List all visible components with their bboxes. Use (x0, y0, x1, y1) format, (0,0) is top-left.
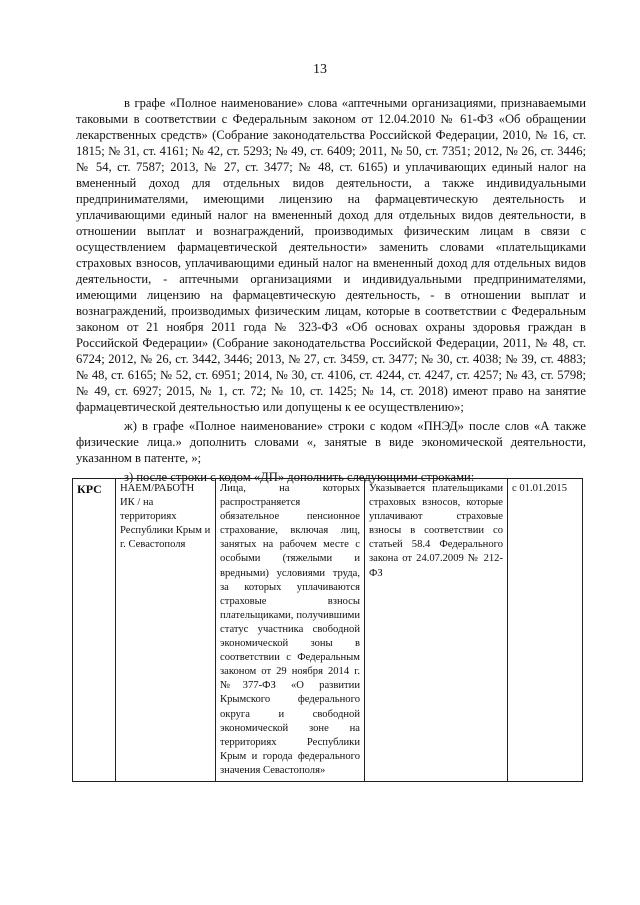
paragraph-3: з) после строки с кодом «ДП» дополнить следующими строками: (124, 470, 475, 484)
page-number: 13 (313, 62, 327, 77)
description-cell: Лица, на которых распространяется обязательное пенсионное страхование, включая лиц, занятых на рабочем месте с особыми (тяжелыми и вредными) условиями труда, за которых уплачиваются страховые взносы плательщиками, получившими статус участника свободной экономической зоны в соответствии с Федеральным законом от 29 ноября 2014 г. №377-ФЗ «О развитии Крымского федерального округа и свободной экономической зоне на территориях Республики Крым и города федерального значения Севастополя» (216, 479, 365, 782)
code-cell: КРС (73, 479, 116, 782)
note-cell: Указывается плательщиками страховых взносов, которые уплачивают страховые взносы в соответствии со статьей 58.4 Федерального закона от 24.07.2009 № 212-ФЗ (365, 479, 508, 782)
date-cell: с 01.01.2015 (508, 479, 583, 782)
name-cell: НАЕМ/РАБОТН ИК / на территориях Республики Крым и г. Севастополя (116, 479, 216, 782)
document-body (76, 95, 586, 485)
codes-table (72, 478, 583, 782)
paragraph-2: ж) в графе «Полное наименование» строки с кодом «ПНЭД» после слов «А также физические лица.» дополнить словами «, занятые в виде экономической деятельности, указанном в патенте, »; (76, 419, 586, 465)
table-row (73, 479, 583, 782)
paragraph-1: в графе «Полное наименование» слова «аптечными организациями, признаваемыми таковыми в соответствии с Федеральным законом от 12.04.2010 № 61-ФЗ «Об обращении лекарственных средств» (Собрание законодательства Российской Федерации, 2010, № 16, ст. 1815; № 31, ст. 4161; № 42, ст. 5293; № 49, ст. 6409; 2011, № 50, ст. 7351; 2012, № 26, ст. 3446; № 54, ст. 7587; 2013, № 27, ст. 3477; № 48, ст. 6165) и уплачивающих единый налог на вмененный доход для отдельных видов деятельности, а также индивидуальными предпринимателями, имеющими лицензию на фармацевтическую деятельность и уплачивающими единый налог на вмененный доход для отдельных видов деятельности, в отношении выплат и вознаграждений, производимых физическим лицам в связи с осуществлением фармацевтической деятельности» заменить словами «плательщиками страховых взносов, уплачивающими единый налог на вмененный доход для отдельных видов деятельности, - аптечными организациями и индивидуальными предпринимателями, имеющими лицензию на фармацевтическую деятельность, - в отношении выплат и вознаграждений, производимых физическим лицам, которые в соответствии с Федеральным законом от 21 ноября 2011 года № 323-ФЗ «Об основах охраны здоровья граждан в Российской Федерации» (Собрание законодательства Российской Федерации, 2011, № 48, ст. 6724; 2012, № 26, ст. 3442, 3446; 2013, № 27, ст. 3459, ст. 3477; № 30, ст. 4038; № 39, ст. 4883; № 48, ст. 6165; № 52, ст. 6951; 2014, № 30, ст. 4106, ст. 4244, ст. 4247, ст. 4257; № 43, ст. 5798; № 49, ст. 6927; 2015, № 1, ст. 72; № 10, ст. 1425; № 14, ст. 2018) имеют право на занятие фармацевтической деятельностью или допущены к ее осуществлению»; (76, 96, 586, 414)
